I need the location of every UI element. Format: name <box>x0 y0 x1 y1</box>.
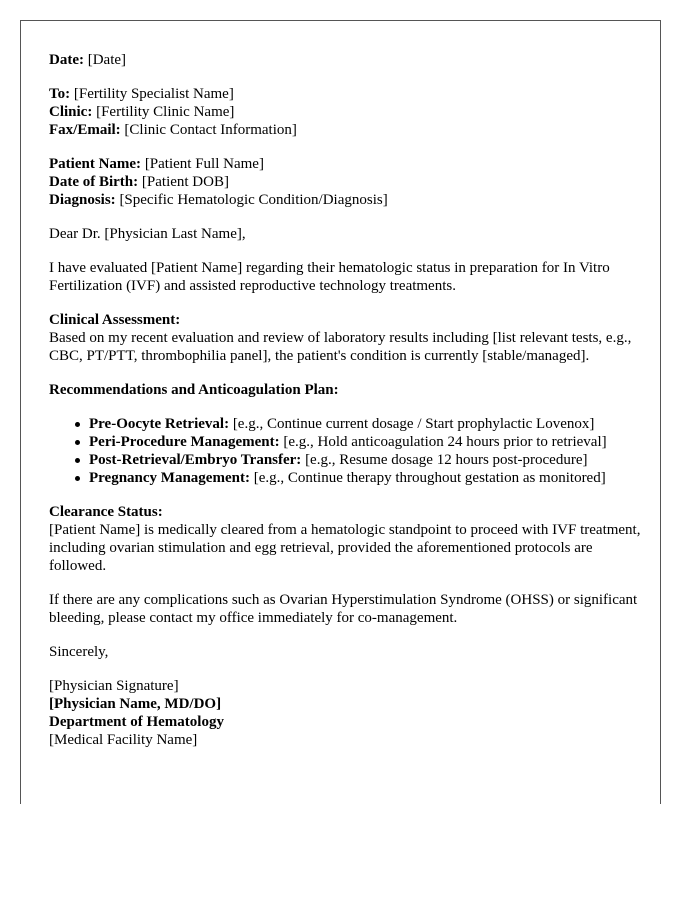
salutation: Dear Dr. [Physician Last Name], <box>49 226 246 242</box>
date-label: Date: <box>49 52 84 68</box>
clinic-value: [Fertility Clinic Name] <box>96 104 235 120</box>
plan-list <box>49 415 649 487</box>
department-name: Department of Hematology <box>49 714 224 730</box>
plan-item-label: Post-Retrieval/Embryo Transfer: <box>89 452 302 468</box>
plan-item-label: Peri-Procedure Management: <box>89 434 280 450</box>
date-line <box>49 51 649 69</box>
plan-item-label: Pregnancy Management: <box>89 470 250 486</box>
plan-item-label: Pre-Oocyte Retrieval: <box>89 416 230 432</box>
patient-name-line <box>49 155 649 173</box>
closing: Sincerely, <box>49 644 109 660</box>
patient-name-value: [Patient Full Name] <box>144 156 264 172</box>
clinical-assessment-body: Based on my recent evaluation and review of laboratory results including [list relevant tests, e.g., CBC, PT/PTT, thrombophilia panel], the patient's condition is currently [stable/managed]. <box>49 330 632 364</box>
plan-heading-block <box>49 381 649 399</box>
clinic-line <box>49 103 649 121</box>
date-value: [Date] <box>87 52 127 68</box>
fax-value: [Clinic Contact Information] <box>124 122 297 138</box>
to-value: [Fertility Specialist Name] <box>73 86 234 102</box>
letter-header <box>49 51 649 69</box>
dob-line <box>49 173 649 191</box>
plan-item-text: [e.g., Continue current dosage / Start prophylactic Lovenox] <box>232 416 595 432</box>
patient-name-label: Patient Name: <box>49 156 142 172</box>
clinic-label: Clinic: <box>49 104 93 120</box>
clinical-assessment-section <box>49 311 649 365</box>
clinical-assessment-heading: Clinical Assessment: <box>49 312 181 328</box>
dob-value: [Patient DOB] <box>141 174 229 190</box>
diagnosis-line <box>49 191 649 209</box>
facility-name: [Medical Facility Name] <box>49 732 198 748</box>
diagnosis-value: [Specific Hematologic Condition/Diagnosis] <box>119 192 388 208</box>
signature-block <box>49 677 649 749</box>
plan-item-text: [e.g., Continue therapy throughout gestation as monitored] <box>253 470 606 486</box>
intro-paragraph: I have evaluated [Patient Name] regarding their hematologic status in preparation for In Vitro Fertilization (IVF) and assisted reproductive technology treatments. <box>49 260 610 294</box>
letter-page <box>20 20 661 804</box>
complications-paragraph: If there are any complications such as Ovarian Hyperstimulation Syndrome (OHSS) or significant bleeding, please contact my office immediately for co-management. <box>49 592 638 626</box>
dob-label: Date of Birth: <box>49 174 139 190</box>
patient-block <box>49 155 649 209</box>
list-item <box>89 451 649 469</box>
fax-line <box>49 121 649 139</box>
recipient-block <box>49 85 649 139</box>
letter-content <box>49 51 649 749</box>
plan-item-text: [e.g., Resume dosage 12 hours post-procedure] <box>305 452 588 468</box>
diagnosis-label: Diagnosis: <box>49 192 116 208</box>
plan-heading: Recommendations and Anticoagulation Plan: <box>49 382 339 398</box>
list-item <box>89 433 649 451</box>
clearance-section <box>49 503 649 575</box>
signature-line: [Physician Signature] <box>49 678 179 694</box>
clearance-heading: Clearance Status: <box>49 504 163 520</box>
list-item <box>89 469 649 487</box>
to-label: To: <box>49 86 71 102</box>
plan-item-text: [e.g., Hold anticoagulation 24 hours prior to retrieval] <box>283 434 607 450</box>
fax-label: Fax/Email: <box>49 122 121 138</box>
to-line <box>49 85 649 103</box>
list-item <box>89 415 649 433</box>
clearance-body: [Patient Name] is medically cleared from a hematologic standpoint to proceed with IVF treatment, including ovarian stimulation and egg retrieval, provided the aforementioned protocols are followed. <box>49 522 641 574</box>
physician-name: [Physician Name, MD/DO] <box>49 696 222 712</box>
